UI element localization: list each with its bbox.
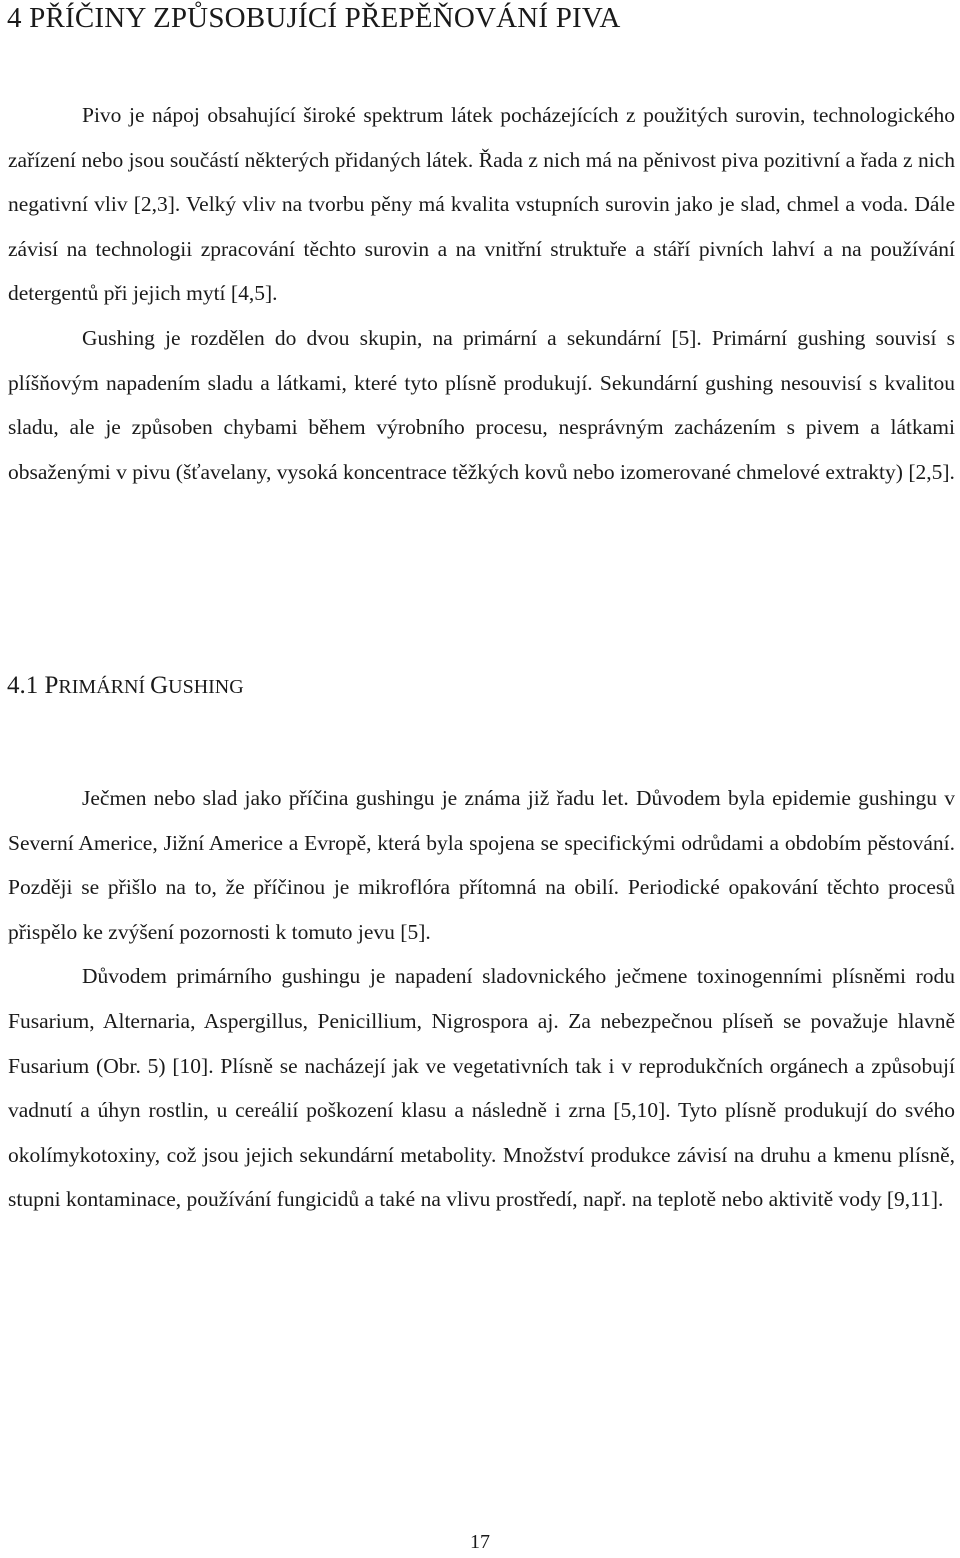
section-title-initial: G [150,672,169,699]
section-title-initial: P [44,672,59,699]
page-number: 17 [470,1531,490,1553]
intro-paragraph: Pivo je nápoj obsahující široké spektrum látek pocházejících z použitých surovin, technologického zařízení nebo jsou součástí některých přidaných látek. Řada z nich má na pěnivost piva pozitivní a řada z nich negativní vliv [2,3]. Velký vliv na tvorbu pěny má kvalita vstupních surovin jako je slad, chmel a voda. Dále závisí na technologii zpracování těchto surovin a na vnitřní struktuře a stáří pivních lahví a na používání detergentů při jejich mytí [4,5]. [8,103,955,306]
intro-text-block [8,93,955,494]
barley-cause-paragraph: Ječmen nebo slad jako příčina gushingu je známa již řadu let. Důvodem byla epidemie gushingu v Severní Americe, Jižní Americe a Evropě, která byla spojena se specifickými odrůdami a obdobím pěstování. Později se přišlo na to, že příčinou je mikroflóra přítomná na obilí. Periodické opakování těchto procesů přispělo ke zvýšení pozornosti k tomuto jevu [5]. [8,786,955,944]
section-heading [7,672,244,700]
section-title-smallcaps: RIMÁRNÍ [58,676,151,698]
section-number: 4.1 [7,672,45,699]
chapter-heading: 4 PŘÍČINY ZPŮSOBUJÍCÍ PŘEPĚŇOVÁNÍ PIVA [7,2,621,34]
section-title-smallcaps: USHING [168,676,244,698]
primary-gushing-paragraph: Důvodem primárního gushingu je napadení sladovnického ječmene toxinogenními plísněmi rodu Fusarium, Alternaria, Aspergillus, Penicillium, Nigrospora aj. Za nebezpečnou plíseň se považuje hlavně Fusarium (Obr. 5) [10]. Plísně se nacházejí jak ve vegetativních tak i v reprodukčních orgánech a způsobují vadnutí a úhyn rostlin, u cereálií poškození klasu a následně i zrna [5,10]. Tyto plísně produkují do svého okolímykotoxiny, což jsou jejich sekundární metabolity. Množství produkce závisí na druhu a kmenu plísně, stupni kontaminace, používání fungicidů a také na vlivu prostředí, např. na teplotě nebo aktivitě vody [9,11]. [8,964,955,1212]
gushing-types-paragraph: Gushing je rozdělen do dvou skupin, na primární a sekundární [5]. Primární gushing souvisí s plíšňovým napadením sladu a látkami, které tyto plísně produkují. Sekundární gushing nesouvisí s kvalitou sladu, ale je způsoben chybami během výrobního procesu, nesprávným zacházením s pivem a látkami obsaženými v pivu (šťavelany, vysoká koncentrace těžkých kovů nebo izomerované chmelové extrakty) [2,5]. [8,325,955,484]
section-text-block [8,776,955,1222]
